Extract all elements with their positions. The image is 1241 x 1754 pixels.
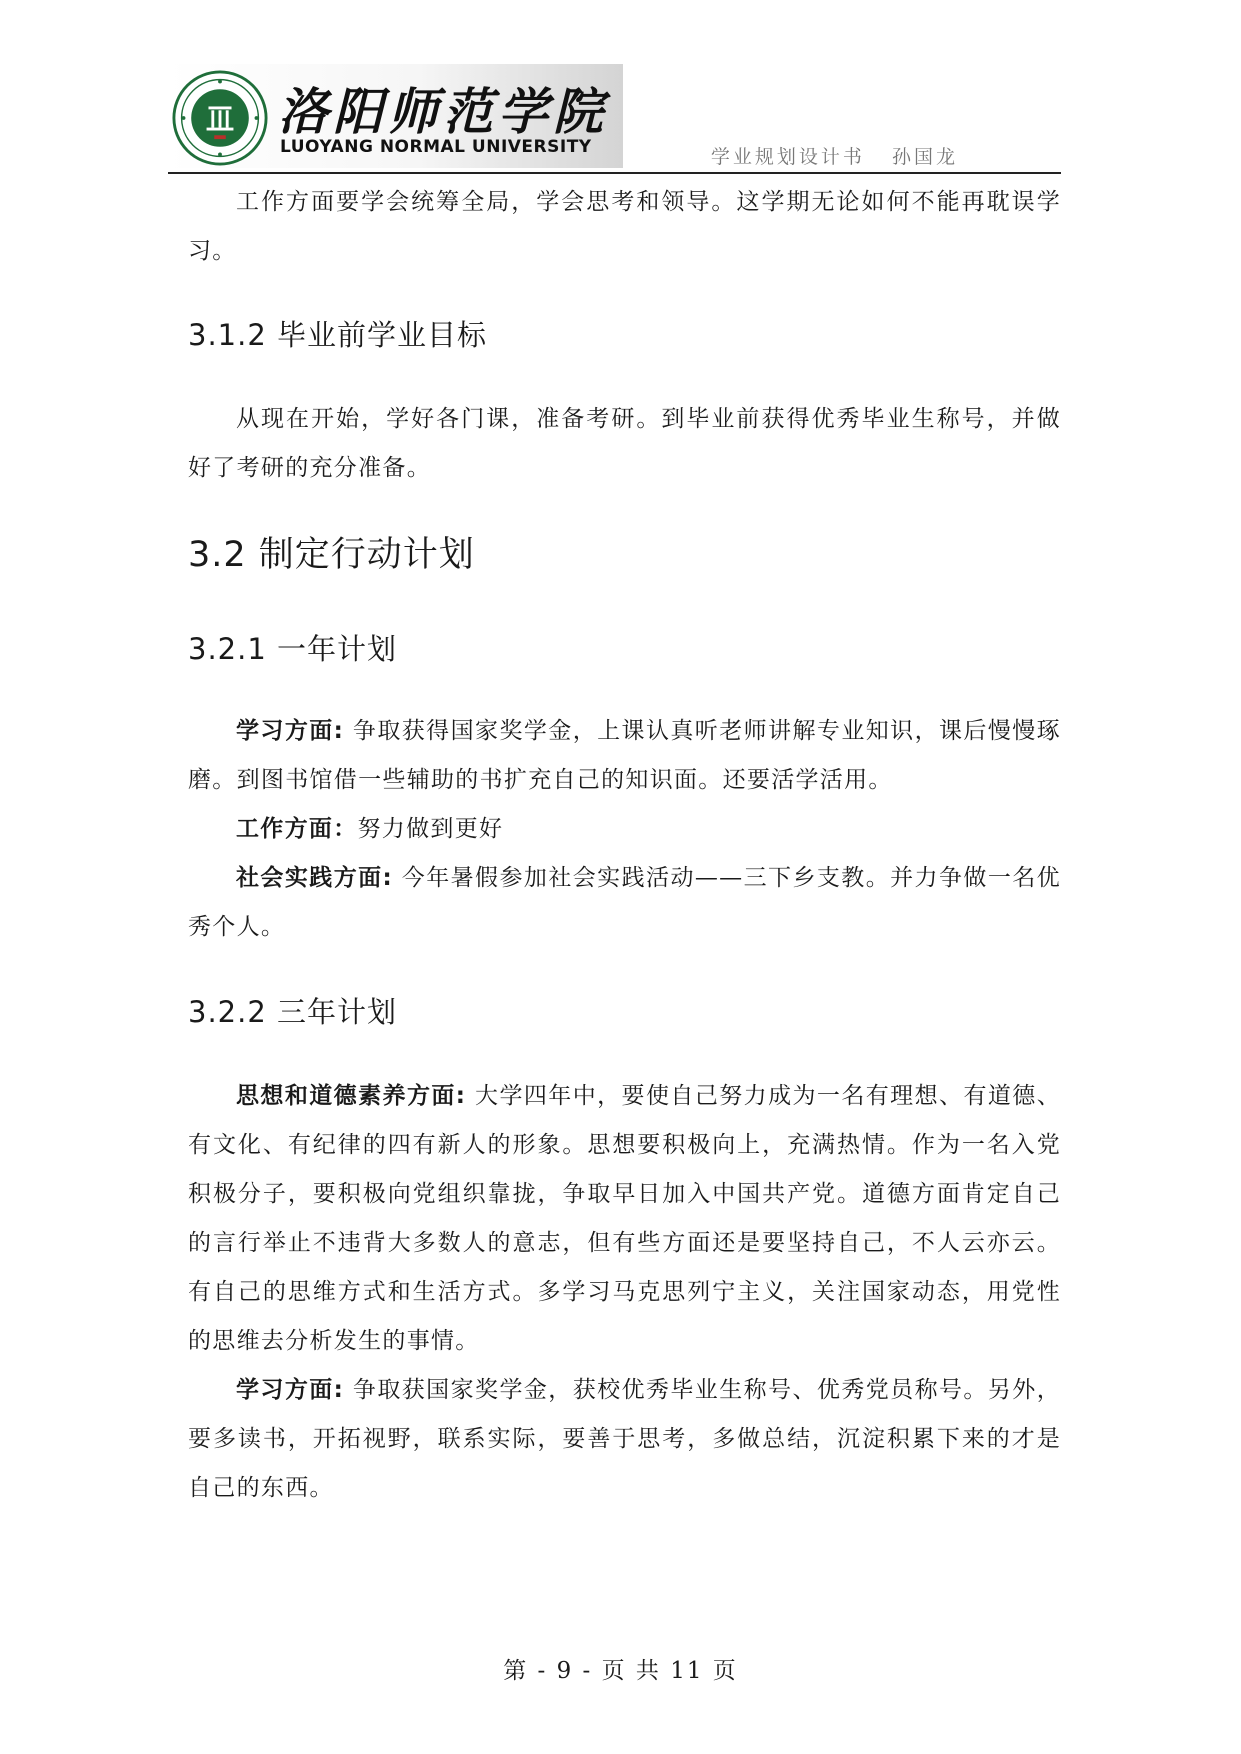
heading-3-2-1: 3.2.1 一年计划 bbox=[188, 632, 398, 666]
text-social: 今年暑假参加社会实践活动——三下乡支教。并力争做一名优秀个人。 bbox=[188, 865, 1061, 940]
text-work: 努力做到更好 bbox=[357, 816, 504, 842]
lead-social: 社会实践方面: bbox=[236, 865, 394, 891]
heading-3-2: 3.2 制定行动计划 bbox=[188, 535, 475, 575]
lead-study: 学习方面: bbox=[236, 718, 345, 744]
text-study: 争取获得国家奖学金，上课认真听老师讲解专业知识，课后慢慢琢磨。到图书馆借一些辅助的书扩充自己的知识面。还要活学活用。 bbox=[188, 718, 1061, 793]
text-moral: 大学四年中，要使自己努力成为一名有理想、有道德、有文化、有纪律的四有新人的形象。思想要积极向上，充满热情。作为一名入党积极分子，要积极向党组织靠拢，争取早日加入中国共产党。道德方面肯定自己的言行举止不违背大多数人的意志，但有些方面还是要坚持自己，不人云亦云。有自己的思维方式和生活方式。多学习马克思列宁主义，关注国家动态，用党性的思维去分析发生的事情。 bbox=[188, 1083, 1062, 1354]
paragraph-3-2-1-work bbox=[188, 805, 1061, 854]
header-doc-info bbox=[711, 142, 958, 169]
text-study-2: 争取获国家奖学金，获校优秀毕业生称号、优秀党员称号。另外，要多读书，开拓视野，联系实际，要善于思考，多做总结，沉淀积累下来的才是自己的东西。 bbox=[188, 1377, 1061, 1501]
paragraph-3-2-1-social bbox=[188, 854, 1061, 952]
lead-work: 工作方面： bbox=[236, 816, 358, 842]
page-header bbox=[168, 58, 1061, 174]
lead-study-2: 学习方面: bbox=[236, 1377, 345, 1403]
logo-english-name: LUOYANG NORMAL UNIVERSITY bbox=[280, 137, 592, 157]
header-divider bbox=[168, 172, 1061, 174]
university-seal-icon bbox=[172, 70, 268, 166]
logo-chinese-name: 洛阳师范学院 bbox=[278, 82, 608, 141]
header-author: 孙国龙 bbox=[891, 146, 958, 168]
paragraph-3-2-2-moral bbox=[188, 1072, 1061, 1366]
heading-3-1-2: 3.1.2 毕业前学业目标 bbox=[188, 318, 488, 352]
page-number: 第 - 9 - 页 共 11 页 bbox=[503, 1658, 738, 1684]
paragraph-intro: 工作方面要学会统筹全局，学会思考和领导。这学期无论如何不能再耽误学习。 bbox=[188, 189, 1061, 264]
university-logo bbox=[168, 64, 623, 168]
lead-moral: 思想和道德素养方面: bbox=[236, 1083, 467, 1109]
header-doc-title: 学业规划设计书 bbox=[710, 146, 865, 168]
heading-3-2-2: 3.2.2 三年计划 bbox=[188, 995, 398, 1029]
paragraph-3-1-2: 从现在开始，学好各门课，准备考研。到毕业前获得优秀毕业生称号，并做好了考研的充分准备。 bbox=[188, 406, 1061, 481]
paragraph-3-2-1-study bbox=[188, 707, 1061, 805]
paragraph-3-2-2-study bbox=[188, 1366, 1061, 1513]
